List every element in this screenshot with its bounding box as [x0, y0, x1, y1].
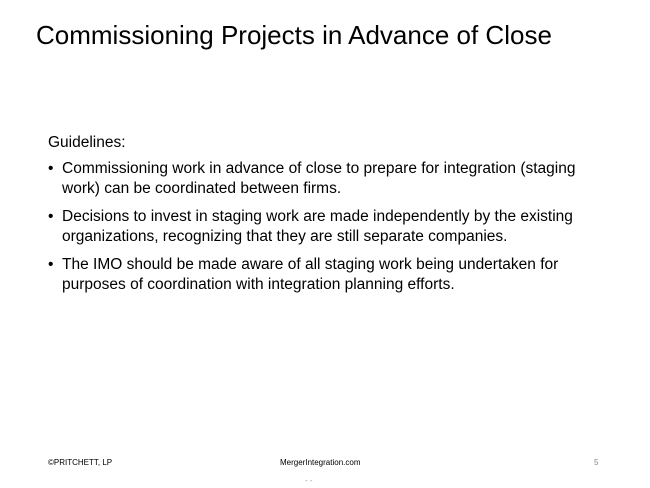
bottom-mark: - -	[305, 476, 313, 485]
bullet-item	[48, 255, 608, 295]
page-number: 5	[594, 458, 599, 467]
slide-title: Commissioning Projects in Advance of Close	[36, 20, 552, 50]
bullet-text: Decisions to invest in staging work are made independently by the existing organizations, recognizing that they are still separate companies.	[62, 208, 573, 245]
slide-body	[48, 133, 608, 303]
footer-website: MergerIntegration.com	[280, 458, 361, 467]
bullet-dot-icon: •	[48, 208, 54, 225]
bullet-dot-icon: •	[48, 160, 54, 177]
footer-copyright: ©PRITCHETT, LP	[48, 458, 113, 467]
guidelines-heading: Guidelines:	[48, 134, 126, 151]
bullet-text: Commissioning work in advance of close to prepare for integration (staging work) can be coordinated between firms.	[62, 160, 576, 197]
bullet-list	[48, 159, 608, 295]
bullet-text: The IMO should be made aware of all staging work being undertaken for purposes of coordination with integration planning efforts.	[62, 256, 559, 293]
bullet-dot-icon: •	[48, 256, 54, 273]
bullet-item	[48, 159, 608, 199]
bullet-item	[48, 207, 608, 247]
